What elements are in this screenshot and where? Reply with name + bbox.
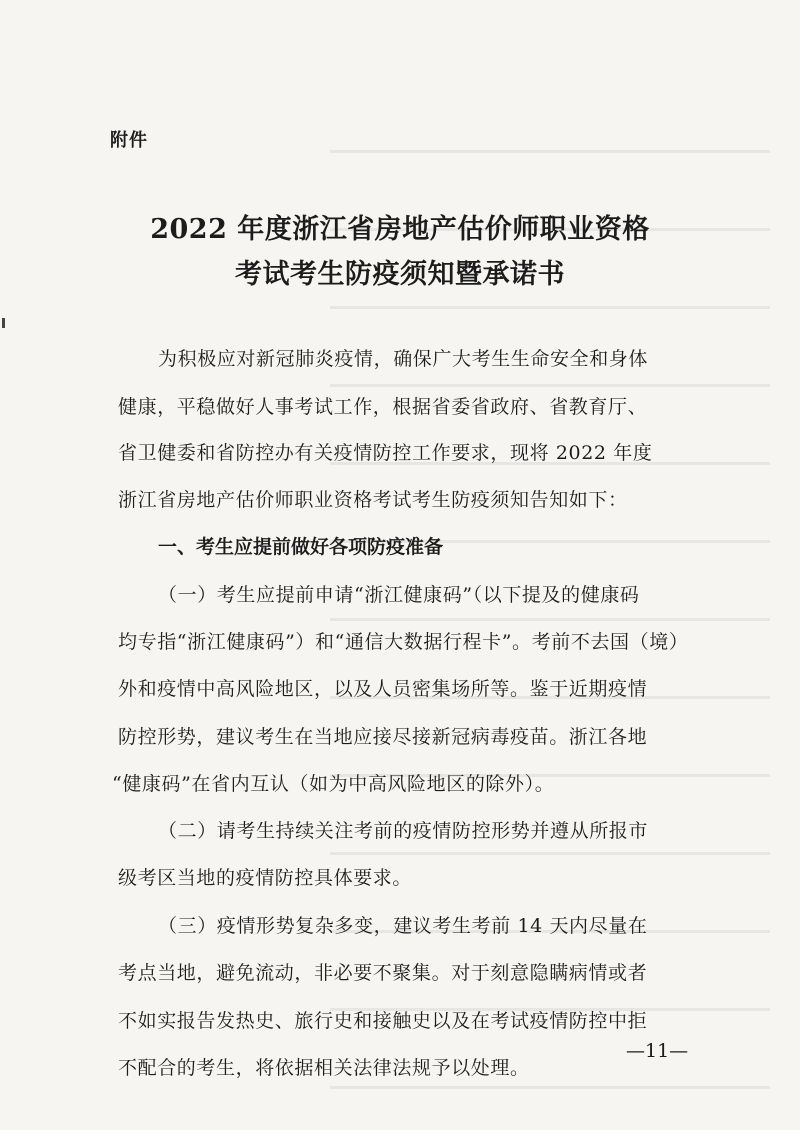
paragraph-line: 级考区当地的疫情防控具体要求。 — [118, 867, 413, 889]
page-number: —11— — [626, 1040, 689, 1062]
paragraph-line: （三）疫情形势复杂多变，建议考生考前 14 天内尽量在 — [158, 915, 648, 937]
paragraph-line: 不如实报告发热史、旅行史和接触史以及在考试疫情防控中拒 — [118, 1010, 648, 1032]
paragraph-line: 外和疫情中高风险地区，以及人员密集场所等。鉴于近期疫情 — [118, 678, 648, 700]
paragraph-line: （二）请考生持续关注考前的疫情防控形势并遵从所报市 — [158, 820, 649, 842]
attachment-label: 附件 — [110, 130, 148, 151]
paragraph-line: “健康码”在省内互认（如为中高风险地区的除外）。 — [112, 773, 555, 795]
paragraph-line: 考点当地，避免流动，非必要不聚集。对于刻意隐瞒病情或者 — [118, 962, 648, 984]
paragraph-line: 防控形势，建议考生在当地应接尽接新冠病毒疫苗。浙江各地 — [118, 726, 648, 748]
paragraph-line: 浙江省房地产估价师职业资格考试考生防疫须知告知如下： — [118, 489, 628, 511]
paragraph-line: 不配合的考生，将依据相关法律法规予以处理。 — [118, 1057, 530, 1079]
paragraph-line: （一）考生应提前申请“浙江健康码”（以下提及的健康码 — [158, 584, 640, 606]
document-title-line-1: 2022 年度浙江省房地产估价师职业资格 — [150, 214, 650, 245]
binding-mark — [2, 318, 5, 328]
paragraph-line: 均专指“浙江健康码”）和“通信大数据行程卡”。考前不去国（境） — [118, 631, 689, 653]
paragraph-line: 省卫健委和省防控办有关疫情防控工作要求，现将 2022 年度 — [118, 442, 653, 464]
section-heading: 一、考生应提前做好各项防疫准备 — [158, 536, 444, 558]
document-title-line-2: 考试考生防疫须知暨承诺书 — [235, 259, 565, 290]
paragraph-line: 健康，平稳做好人事考试工作，根据省委省政府、省教育厅、 — [118, 396, 648, 418]
paragraph-line: 为积极应对新冠肺炎疫情，确保广大考生生命安全和身体 — [158, 348, 649, 370]
